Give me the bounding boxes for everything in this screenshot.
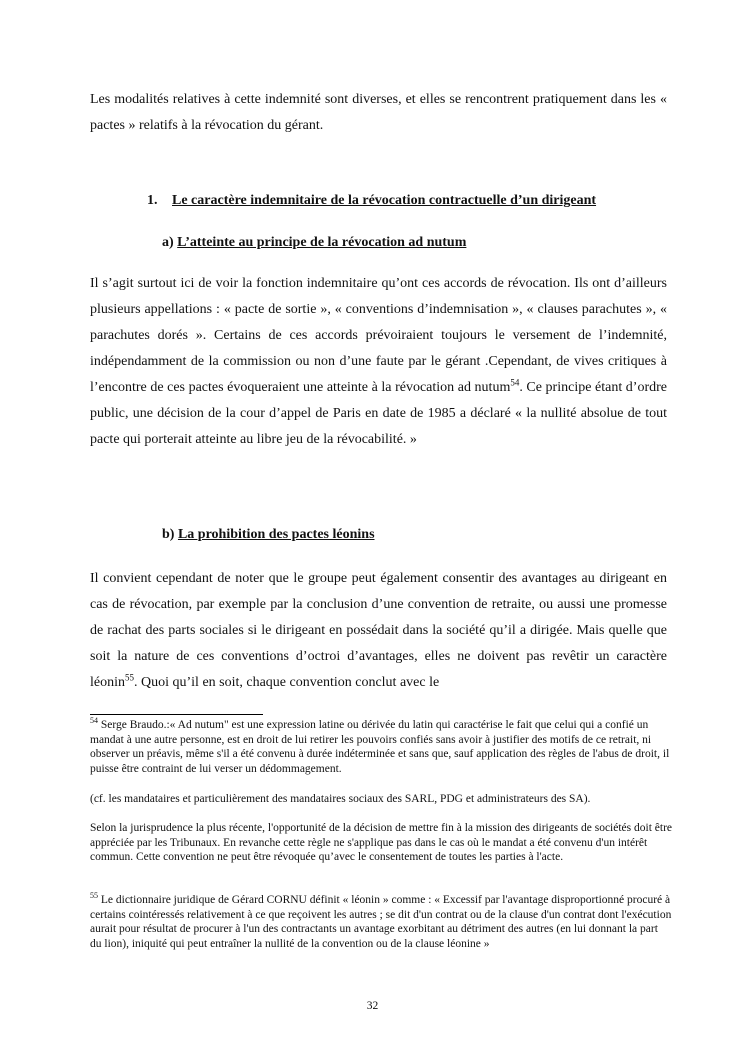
footnote-55 — [90, 893, 672, 951]
footnote-ref-54: 54 — [510, 377, 520, 388]
subsection-heading-a — [162, 235, 466, 251]
footnote-54-jurisprudence: Selon la jurisprudence la plus récente, l'opportunité de la décision de mettre fin à la mission des dirigeants de sociétés doit être appréciée par les Tribunaux. En revanche cette règle ne s'applique pas dans le cas où le mandat a été convenu d'un intérêt commun. Cette convention ne peut être révoquée qu’avec le consentement de toutes les parties à l'acte. — [90, 822, 673, 863]
paragraph-ad-nutum — [90, 271, 667, 453]
paragraph-ad-nutum-text-cont: . Ce principe étant d’ordre public, une décision de la cour d’appel de Paris en date de 1985 a déclaré « la nullité absolue de tout pacte qui porterait atteinte au libre jeu de la révocabilité. » — [90, 380, 668, 447]
section-heading-1 — [147, 193, 596, 209]
subsection-b-label: b) — [162, 527, 175, 542]
paragraph-leonins-text-cont: . Quoi qu’il en soit, chaque convention conclut avec le — [134, 675, 440, 690]
footnote-ref-55: 55 — [125, 672, 134, 683]
paragraph-ad-nutum-text: Il s’agit surtout ici de voir la fonction indemnitaire qu’ont ces accords de révocation. Ils ont d’ailleurs plusieurs appellations : « pacte de sortie », « conventions d’indemnisation », « clauses parachutes », « parachutes dorés ». Certains de ces accords prévoiraient toujours le versement de l’indemnité, indépendamment de la commission ou non d’une faute par le gérant .Cependant, de vives critiques à l’encontre de ces pactes évoqueraient une atteinte à la révocation ad nutum — [90, 276, 667, 395]
footnote-54-cf: (cf. les mandataires et particulièrement des mandataires sociaux des SARL, PDG et administrateurs des SA). — [90, 793, 591, 805]
footnote-54-text: Serge Braudo.:« Ad nutum" est une expression latine ou dérivée du latin qui caractérise le fait que celui qui a confié un mandat à une autre personne, est en droit de lui retirer les pouvoirs confiés sans avoir à justifier des motifs de ce retrait, ni observer un préavis, même s'il a été convenu à durée indéterminée et sans que, sauf application des règles de l'abus de droit, il puisse être contraint de lui verser un dédommagement. — [90, 719, 670, 775]
subsection-a-label: a) — [162, 235, 174, 250]
paragraph-pactes-leonins — [90, 566, 667, 696]
footnote-55-mark: 55 — [90, 891, 98, 901]
section-number: 1. — [147, 193, 158, 208]
footnote-55-text: Le dictionnaire juridique de Gérard CORNU définit « léonin » comme : « Excessif par l'avantage disproportionné procuré à certains cointéressés relativement à ce que reçoivent les autres ; se dit d'un contrat ou de la clause d'un contrat dont l'exécution aurait pour résultat de procurer à l'un des contractants un avantage exorbitant au détriment des autres (en lui donnant la part du lion), iniquité qui peut entraîner la nullité de la convention ou de la clause léonine » — [90, 894, 672, 950]
intro-paragraph: Les modalités relatives à cette indemnité sont diverses, et elles se rencontrent pratiquement dans les « pactes » relatifs à la révocation du gérant. — [90, 92, 667, 133]
footnote-54 — [90, 718, 672, 776]
subsection-b-title: La prohibition des pactes léonins — [177, 527, 375, 542]
subsection-heading-b — [162, 527, 375, 543]
footnote-54-mark: 54 — [90, 716, 98, 726]
page-number: 32 — [366, 1000, 379, 1012]
paragraph-leonins-text: Il convient cependant de noter que le groupe peut également consentir des avantages au dirigeant en cas de révocation, par exemple par la conclusion d’une convention de retraite, ou aussi une promesse de rachat des parts sociales si le dirigeant en possédait dans la société qu’il a dirigée. Mais quelle que soit la nature de ces conventions d’octroi d’avantages, elles ne doivent pas revêtir un caractère léonin — [90, 571, 667, 690]
subsection-a-title: L’atteinte au principe de la révocation ad nutum — [177, 235, 467, 250]
footnote-separator — [90, 714, 263, 715]
section-title: Le caractère indemnitaire de la révocation contractuelle d’un dirigeant — [172, 193, 597, 208]
